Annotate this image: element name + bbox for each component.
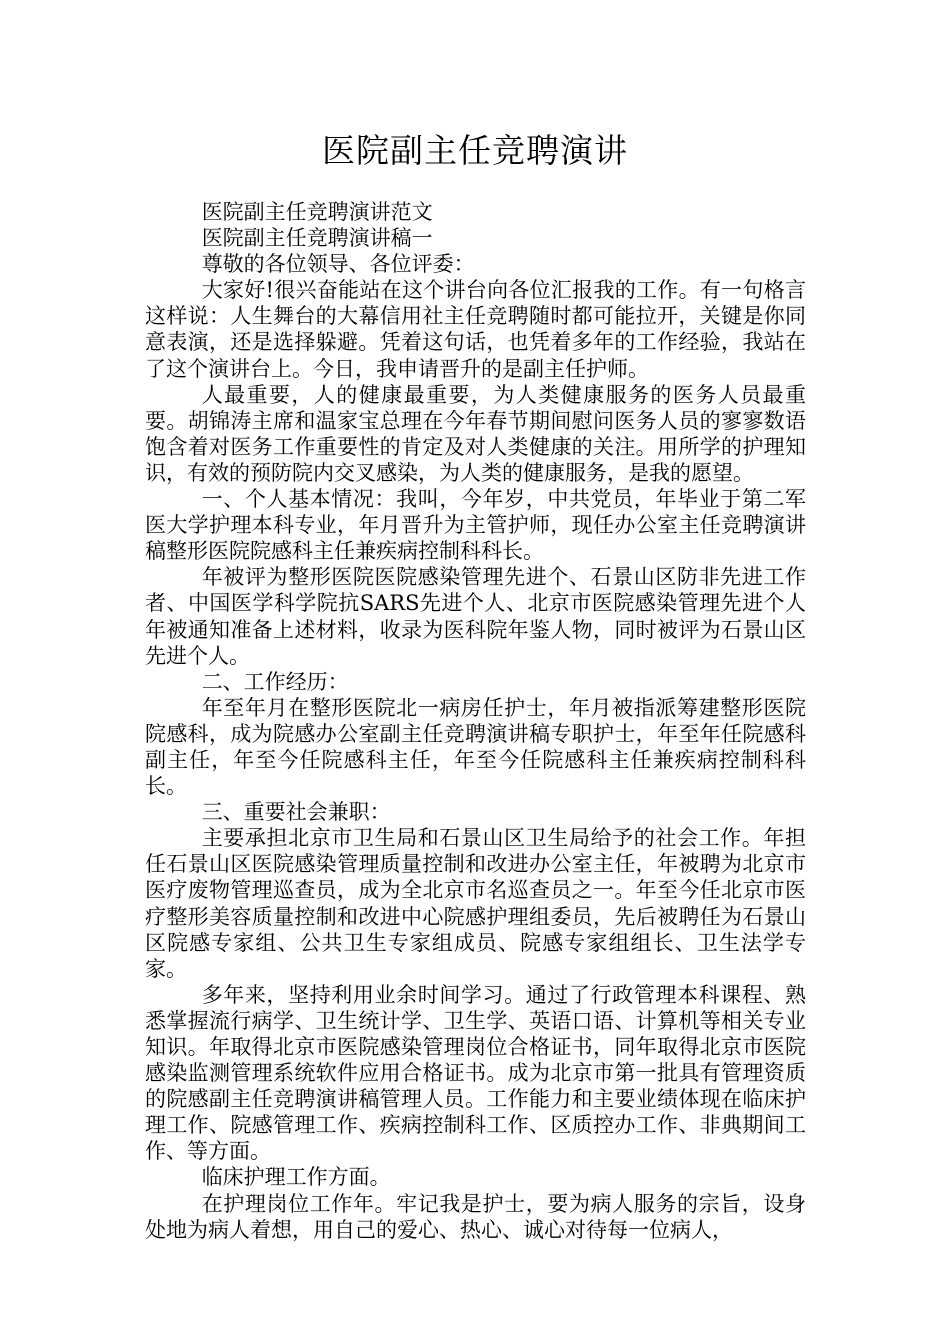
- paragraph-clinical: 在护理岗位工作年。牢记我是护士，要为病人服务的宗旨，设身处地为病人着想，用自己的爱心、热心、诚心对待每一位病人，: [145, 1191, 806, 1242]
- section-heading-work-history: 二、工作经历：: [201, 669, 349, 694]
- paragraph-social-roles: 主要承担北京市卫生局和石景山区卫生局给予的社会工作。年担任石景山区医院感染管理质量控制和改进办公室主任，年被聘为北京市医疗废物管理巡查员，成为全北京市名巡查员之一。年至今任北京市医疗整形美容质量控制和改进中心院感护理组委员，先后被聘任为石景山区院感专家组、公共卫生专家组成员、院感专家组组长、卫生法学专家。: [145, 826, 806, 981]
- paragraph-basic-info: 一、个人基本情况：我叫，今年岁，中共党员，年毕业于第二军医大学护理本科专业，年月晋升为主管护师，现任办公室主任竞聘演讲稿整形医院院感科主任兼疾病控制科科长。: [145, 487, 806, 564]
- document-title: 医院副主任竞聘演讲: [322, 131, 628, 170]
- paragraph-subtitle-1: 医院副主任竞聘演讲范文: [201, 200, 433, 224]
- paragraph-greeting: 大家好!很兴奋能站在这个讲台向各位汇报我的工作。有一句格言这样说：人生舞台的大幕信用社主任竞聘随时都可能拉开，关键是你同意表演，还是选择躲避。凭着这句话，也凭着多年的工作经验，我站在了这个演讲台上。今日，我申请晋升的是副主任护师。: [145, 278, 806, 381]
- paragraph-study: 多年来，坚持利用业余时间学习。通过了行政管理本科课程、熟悉掌握流行病学、卫生统计学、卫生学、英语口语、计算机等相关专业知识。年取得北京市医院感染管理岗位合格证书，同年取得北京市医院感染监测管理系统软件应用合格证书。成为北京市第一批具有管理资质的院感副主任竞聘演讲稿管理人员。工作能力和主要业绩体现在临床护理工作、院感管理工作、疾病控制科工作、区质控办工作、非典期间工作、等方面。: [145, 982, 806, 1164]
- section-heading-clinical: 临床护理工作方面。: [201, 1165, 391, 1190]
- paragraph-subtitle-2: 医院副主任竞聘演讲稿一: [201, 226, 433, 251]
- paragraph-health: 人最重要，人的健康最重要，为人类健康服务的医务人员最重要。胡锦涛主席和温家宝总理在今年春节期间慰问医务人员的寥寥数语饱含着对医务工作重要性的肯定及对人类健康的关注。用所学的护理知识，有效的预防院内交叉感染，为人类的健康服务，是我的愿望。: [145, 382, 806, 485]
- paragraph-work-history: 年至年月在整形医院北一病房任护士，年月被指派筹建整形医院院感科，成为院感办公室副主任竞聘演讲稿专职护士，年至年任院感科副主任，年至今任院感科主任，年至今任院感科主任兼疾病控制科科长。: [145, 695, 806, 799]
- document-body: [145, 199, 806, 1243]
- section-heading-social-roles: 三、重要社会兼职：: [201, 800, 391, 825]
- paragraph-salutation: 尊敬的各位领导、各位评委：: [201, 252, 475, 277]
- paragraph-honors: 年被评为整形医院医院感染管理先进个、石景山区防非先进工作者、中国医学科学院抗SARS先进个人、北京市医院感染管理先进个人年被通知准备上述材料，收录为医科院年鉴人物，同时被评为石景山区先进个人。: [145, 565, 806, 668]
